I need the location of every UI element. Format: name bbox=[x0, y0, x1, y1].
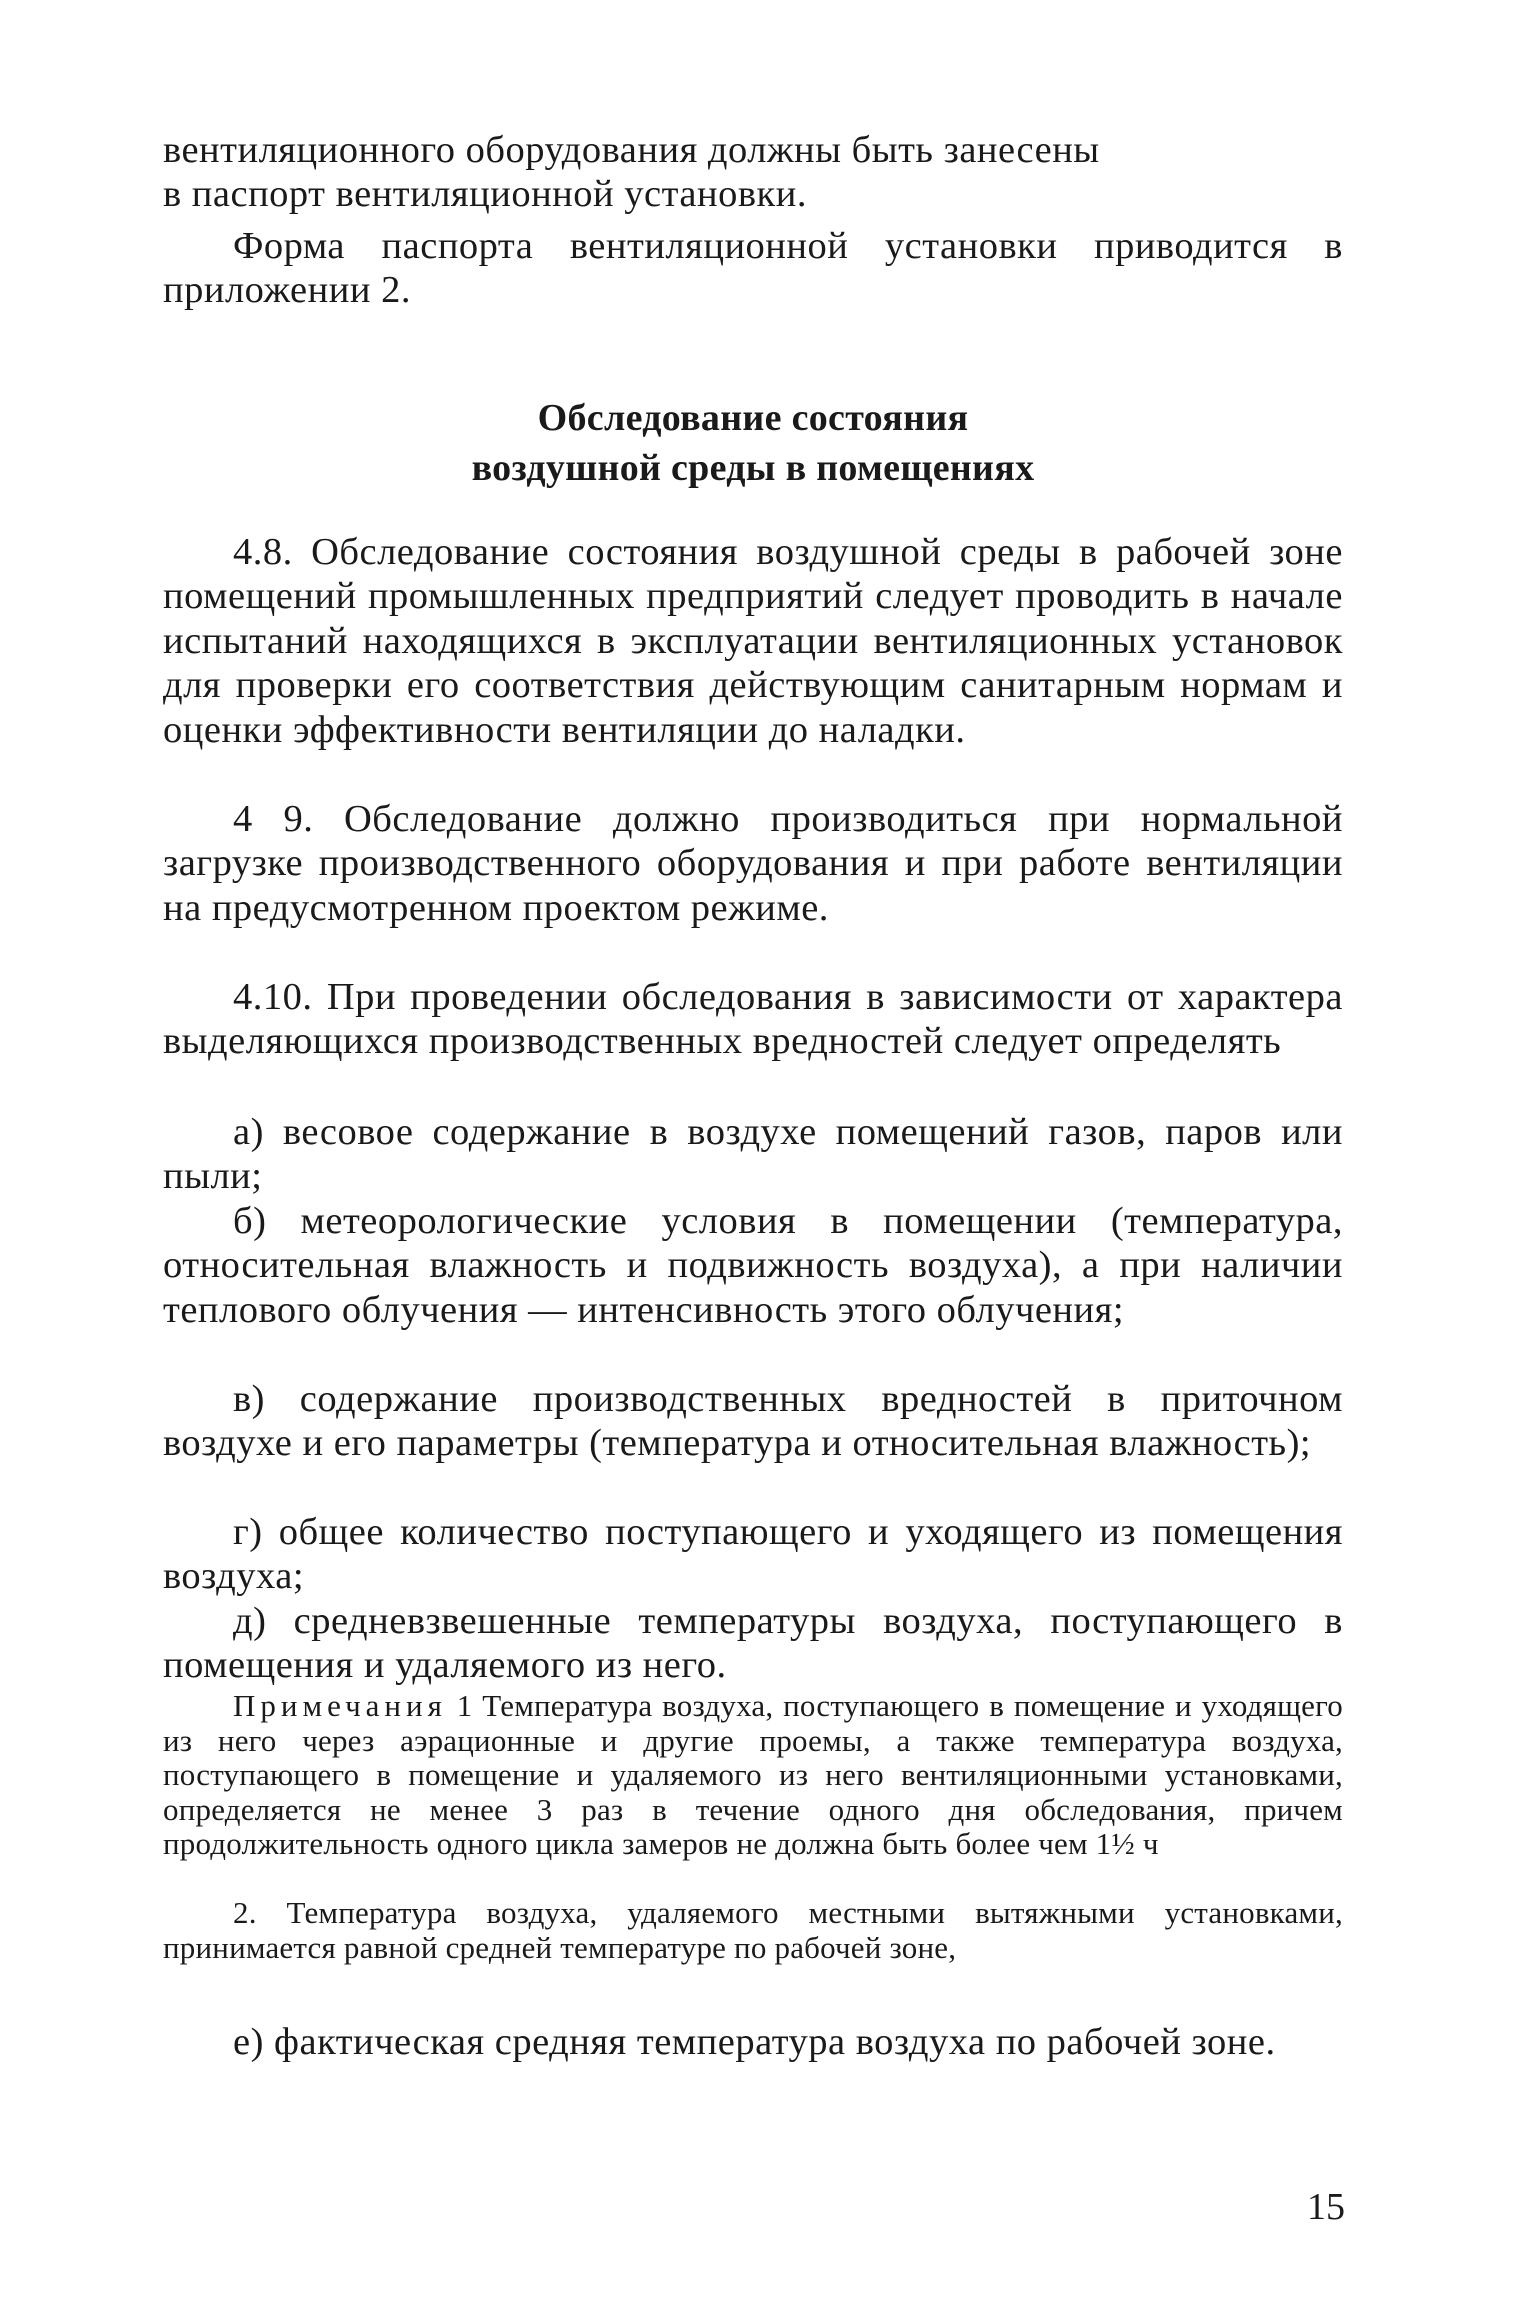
note-2: 2. Температура воздуха, удаляемого местными вытяжными установками, принимается равной средней температуре по рабочей зоне, bbox=[163, 1895, 1343, 1965]
paragraph-4-10: 4.10. При проведении обследования в зависимости от характера выделяющихся производственных вредностей следует определять bbox=[163, 976, 1343, 1063]
list-item-g: г) общее количество поступающего и уходящего из помещения воздуха; bbox=[163, 1511, 1343, 1598]
paragraph-passport-form: Форма паспорта вентиляционной установки приводится в приложении 2. bbox=[163, 225, 1343, 312]
note-1 bbox=[163, 1689, 1343, 1862]
notes-label: Примечания bbox=[233, 1688, 447, 1723]
list-item-a: а) весовое содержание в воздухе помещений газов, паров или пыли; bbox=[163, 1111, 1343, 1198]
section-heading bbox=[163, 393, 1343, 493]
page-number: 15 bbox=[1307, 2186, 1345, 2228]
list-item-b: б) метеорологические условия в помещении (температура, относительная влажность и подвижность воздуха), а при наличии теплового облучения — интенсивность этого облучения; bbox=[163, 1200, 1343, 1331]
list-item-d: д) средневзвешенные температуры воздуха, поступающего в помещения и удаляемого из него. bbox=[163, 1600, 1343, 1687]
paragraph-4-8: 4.8. Обследование состояния воздушной среды в рабочей зоне помещений промышленных предприятий следует проводить в начале испытаний находящихся в эксплуатации вентиляционных установок для проверки его соответствия действующим санитарным нормам и оценки эффективности вентиляции до наладки. bbox=[163, 531, 1343, 751]
paragraph-line: вентиляционного оборудования должны быть занесены bbox=[163, 129, 1100, 171]
list-item-e: е) фактическая средняя температура воздуха по рабочей зоне. bbox=[233, 2021, 1276, 2063]
list-item-v: в) содержание производственных вредностей в приточном воздухе и его параметры (температура и относительная влажность); bbox=[163, 1378, 1343, 1465]
paragraph-continuation bbox=[163, 128, 1343, 217]
paragraph-line: в паспорт вентиляционной установки. bbox=[163, 173, 807, 216]
paragraph-4-9: 4 9. Обследование должно производиться при нормальной загрузке производственного оборудования и при работе вентиляции на предусмотренном проектом режиме. bbox=[163, 798, 1343, 929]
heading-line: Обследование состояния bbox=[537, 397, 969, 439]
note-1-text: 1 Температура воздуха, поступающего в помещение и уходящего из него через аэрационные и другие проемы, а также температура воздуха, поступающего в помещение и удаляемого из него вентиляционными установками, определяется не менее 3 раз в течение одного дня обследования, причем продолжительность одного цикла замеров не должна быть более чем 1½ ч bbox=[163, 1688, 1343, 1862]
heading-line: воздушной среды в помещениях bbox=[471, 447, 1035, 489]
